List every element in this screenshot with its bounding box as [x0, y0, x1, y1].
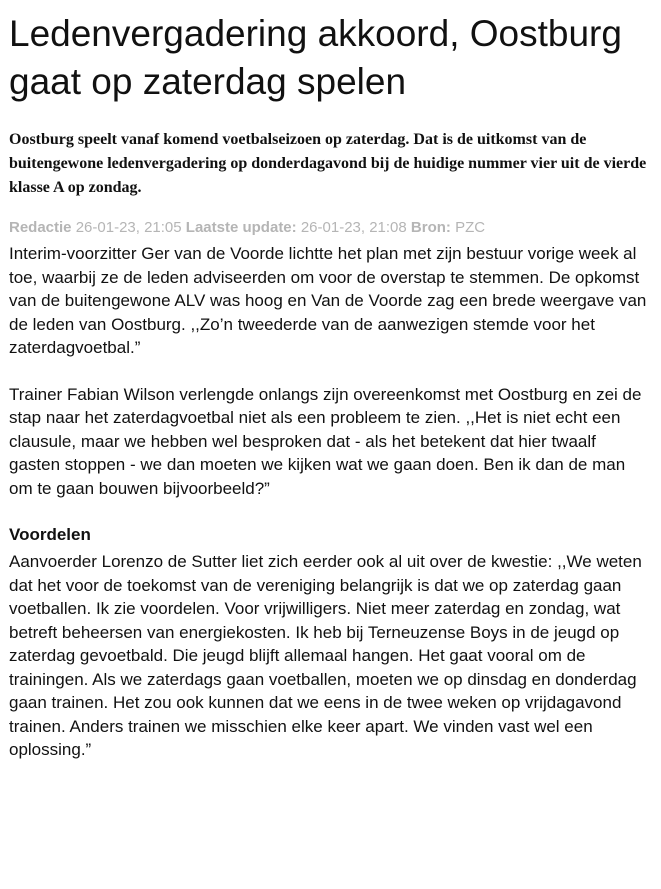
article-paragraph: Aanvoerder Lorenzo de Sutter liet zich eerder ook al uit over de kwestie: ,,We weten dat het voor de toekomst van de vereniging belangrijk is dat we op zaterdag gaan voetballen. Ik zie voordelen. Voor vrijwilligers. Niet meer zaterdag en zondag, wat betreft beheersen van energiekosten. Ik heb bij Terneuzense Boys in de jeugd op zaterdag gevoetbald. Die jeugd blijft allemaal hangen. Het gaat vooral om de trainingen. Als we zaterdags gaan voetballen, moeten we op dinsdag en donderdag gaan trainen. Het zou ook kunnen dat we eens in de twee weken op vrijdagavond trainen. Anders trainen we misschien elke keer apart. We vinden vast wel een oplossing.”	[9, 552, 642, 759]
article-paragraph: Interim-voorzitter Ger van de Voorde lichtte het plan met zijn bestuur vorige week al toe, waarbij ze de leden adviseerden om voor de overstap te stemmen. De opkomst van de buitengewone ALV was hoog en Van de Voorde zag een brede weergave van de leden van Oostburg. ,,Zo’n tweederde van de aanwezigen stemde voor het zaterdagvoetbal.”	[9, 244, 647, 357]
author-label: Redactie	[9, 219, 72, 236]
published-date: 26-01-23, 21:05	[75, 219, 182, 236]
article	[9, 0, 649, 762]
updated-label: Laatste update:	[185, 219, 297, 236]
article-title: Ledenvergadering akkoord, Oostburg gaat op zaterdag spelen	[9, 13, 622, 102]
source-name: PZC	[455, 219, 486, 236]
section-heading: Voordelen	[9, 525, 91, 544]
updated-date: 26-01-23, 21:08	[300, 219, 407, 236]
article-paragraph: Trainer Fabian Wilson verlengde onlangs zijn overeenkomst met Oostburg en zei de stap naar het zaterdagvoetbal niet als een probleem te zien. ,,Het is niet echt een clausule, maar we hebben wel besproken dat - als het betekent dat hier twaalf gasten stoppen - we dan moeten we kijken wat we gaan doen. Ben ik dan de man om te gaan bouwen bijvoorbeeld?”	[9, 384, 642, 498]
source-label: Bron:	[410, 219, 451, 236]
article-meta	[9, 218, 649, 238]
article-lead: Oostburg speelt vanaf komend voetbalseizoen op zaterdag. Dat is de uitkomst van de buitengewone ledenvergadering op donderdagavond bij de huidige nummer vier uit de vierde klasse A op zondag.	[9, 131, 647, 196]
